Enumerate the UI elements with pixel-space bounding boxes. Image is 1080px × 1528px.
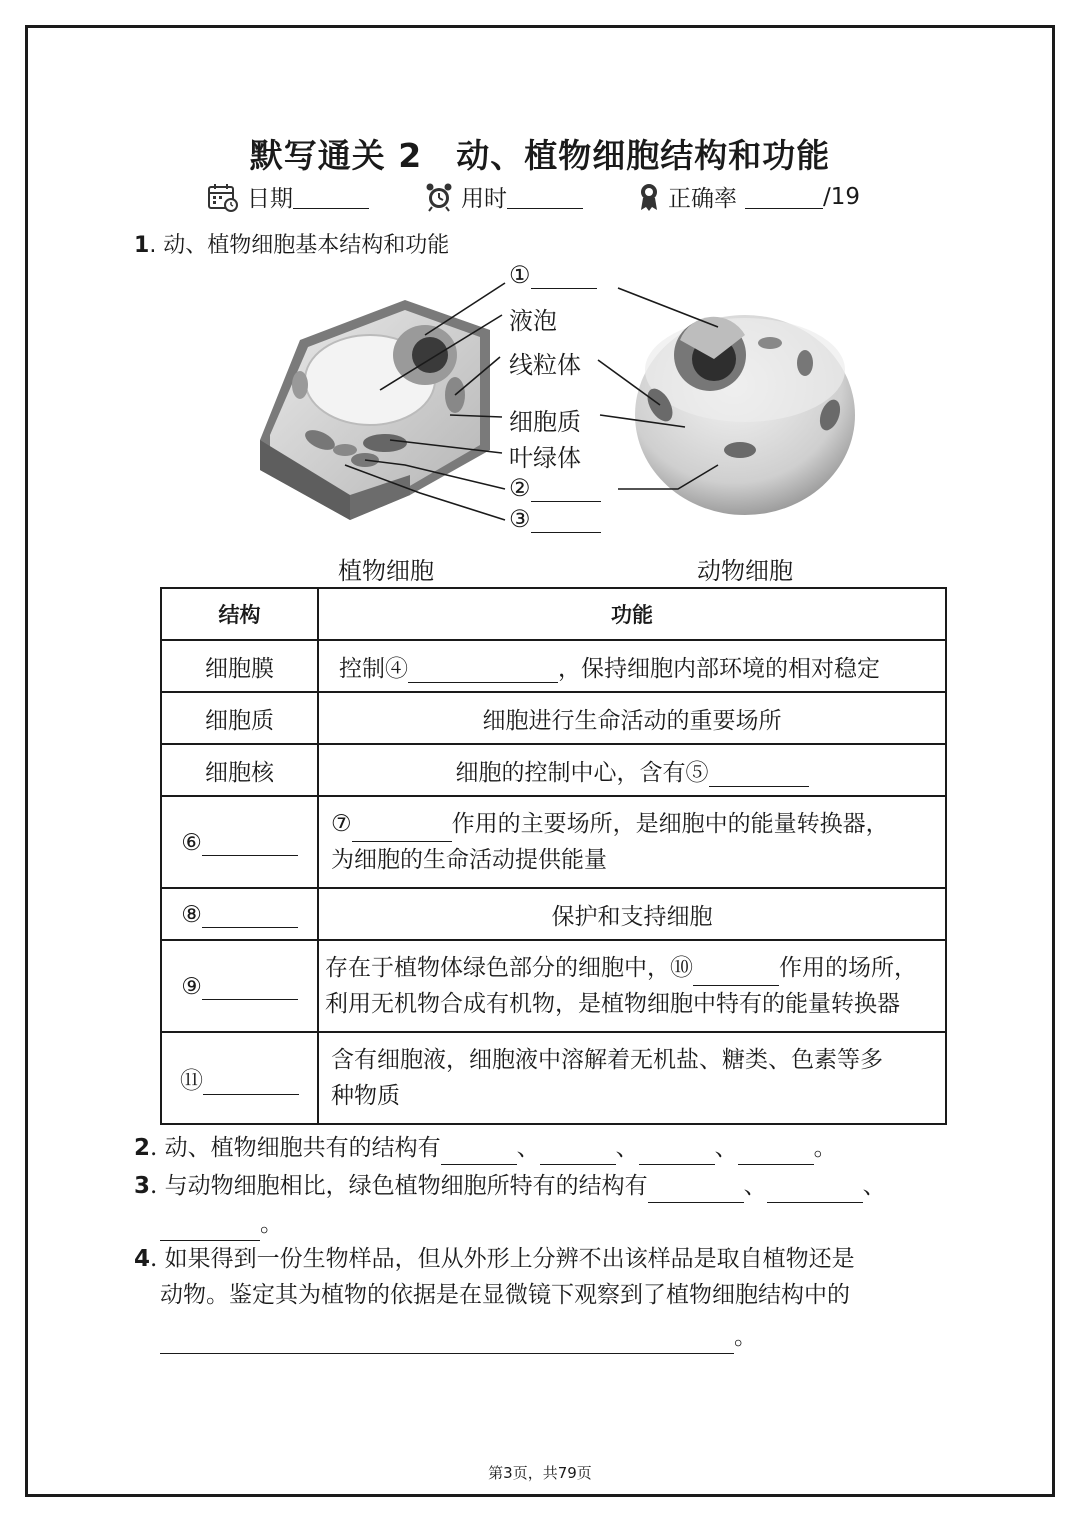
blank-8[interactable] xyxy=(202,901,298,928)
plant-cell xyxy=(260,300,490,520)
question-3-cont: 。 xyxy=(160,1207,283,1241)
accuracy-total: ∕19 xyxy=(823,183,861,210)
table-row xyxy=(161,744,946,796)
diagram-blank-2[interactable] xyxy=(531,475,601,502)
header-structure: 结构 xyxy=(161,588,318,640)
cell-function: 细胞进行生命活动的重要场所 xyxy=(318,692,946,744)
question-2: 2. 动、植物细胞共有的结构有 、 、 、 。 xyxy=(134,1131,837,1165)
blank-11[interactable] xyxy=(203,1068,299,1095)
table-row xyxy=(161,888,946,940)
cell-function: 存在于植物体绿色部分的细胞中，⑩ 作用的场所， 利用无机物合成有机物，是植物细胞中特有的能量转换器 xyxy=(318,940,946,1032)
date-field xyxy=(207,180,369,213)
blank-9[interactable] xyxy=(202,973,298,1000)
q2-blank-1[interactable] xyxy=(441,1138,517,1165)
cell-structure: ⑨ xyxy=(161,940,318,1032)
section-1-number: 1 xyxy=(134,233,150,258)
cell-function: 控制④ ，保持细胞内部环境的相对稳定 xyxy=(318,640,946,692)
diagram-label-2: ② xyxy=(509,474,601,502)
question-4-line3: 。 xyxy=(160,1320,757,1354)
cell-structure: 细胞膜 xyxy=(161,640,318,692)
table-row xyxy=(161,1032,946,1124)
blank-5[interactable] xyxy=(709,760,809,787)
cell-structure: ⑧ xyxy=(161,888,318,940)
accuracy-blank[interactable] xyxy=(745,184,823,209)
table-header-row xyxy=(161,588,946,640)
caption-plant-cell: 植物细胞 xyxy=(338,557,434,585)
table-row xyxy=(161,640,946,692)
date-blank[interactable] xyxy=(293,184,369,209)
diagram-label-vacuole: 液泡 xyxy=(509,307,557,335)
cell-structure: 细胞核 xyxy=(161,744,318,796)
cell-function: 保护和支持细胞 xyxy=(318,888,946,940)
page-title: 默写通关 2 动、植物细胞结构和功能 xyxy=(249,136,831,175)
q3-blank-3[interactable] xyxy=(160,1214,260,1241)
question-4-line2: 动物。鉴定其为植物的依据是在显微镜下观察到了植物细胞结构中的 xyxy=(160,1282,850,1308)
caption-animal-cell: 动物细胞 xyxy=(697,557,793,585)
question-4: 4. 如果得到一份生物样品，但从外形上分辨不出该样品是取自植物还是 xyxy=(134,1246,855,1272)
award-ribbon-icon xyxy=(638,182,660,212)
accuracy-field xyxy=(638,180,860,213)
animal-cell xyxy=(635,315,855,515)
diagram-label-1: ① xyxy=(509,261,597,289)
table-row xyxy=(161,692,946,744)
diagram-label-3: ③ xyxy=(509,505,601,533)
q3-blank-2[interactable] xyxy=(767,1176,863,1203)
diagram-blank-3[interactable] xyxy=(531,506,601,533)
table-row xyxy=(161,796,946,888)
date-label: 日期 xyxy=(247,186,293,212)
cell-function: 含有细胞液，细胞液中溶解着无机盐、糖类、色素等多 种物质 xyxy=(318,1032,946,1124)
calendar-icon xyxy=(207,182,239,212)
q2-blank-4[interactable] xyxy=(738,1138,814,1165)
cell-structure: 细胞质 xyxy=(161,692,318,744)
cell-structure: ⑥ xyxy=(161,796,318,888)
q2-blank-3[interactable] xyxy=(639,1138,715,1165)
blank-4[interactable] xyxy=(408,656,558,683)
time-label: 用时 xyxy=(461,186,507,212)
question-3: 3. 与动物细胞相比，绿色植物细胞所特有的结构有 、 、 xyxy=(134,1169,886,1203)
diagram-label-chloroplast: 叶绿体 xyxy=(509,444,581,472)
blank-6[interactable] xyxy=(202,829,298,856)
header-function: 功能 xyxy=(318,588,946,640)
diagram-label-cytoplasm: 细胞质 xyxy=(509,408,581,436)
accuracy-label: 正确率 xyxy=(668,186,737,212)
blank-10[interactable] xyxy=(693,959,779,986)
time-blank[interactable] xyxy=(507,184,583,209)
q4-blank[interactable] xyxy=(160,1327,734,1354)
diagram-label-mitochondria: 线粒体 xyxy=(509,351,581,379)
time-field xyxy=(425,180,583,213)
cell-structure: ⑪ xyxy=(161,1032,318,1124)
diagram-blank-1[interactable] xyxy=(531,262,597,289)
cell-function: ⑦ 作用的主要场所，是细胞中的能量转换器， 为细胞的生命活动提供能量 xyxy=(318,796,946,888)
table-row xyxy=(161,940,946,1032)
q2-blank-2[interactable] xyxy=(540,1138,616,1165)
alarm-clock-icon xyxy=(425,182,453,212)
q3-blank-1[interactable] xyxy=(648,1176,744,1203)
cell-function: 细胞的控制中心，含有⑤ xyxy=(318,744,946,796)
page-footer: 第3页，共79页 xyxy=(488,1464,592,1482)
blank-7[interactable] xyxy=(352,815,452,842)
section-1-text: . 动、植物细胞基本结构和功能 xyxy=(149,233,450,258)
structure-function-table xyxy=(160,587,947,1125)
